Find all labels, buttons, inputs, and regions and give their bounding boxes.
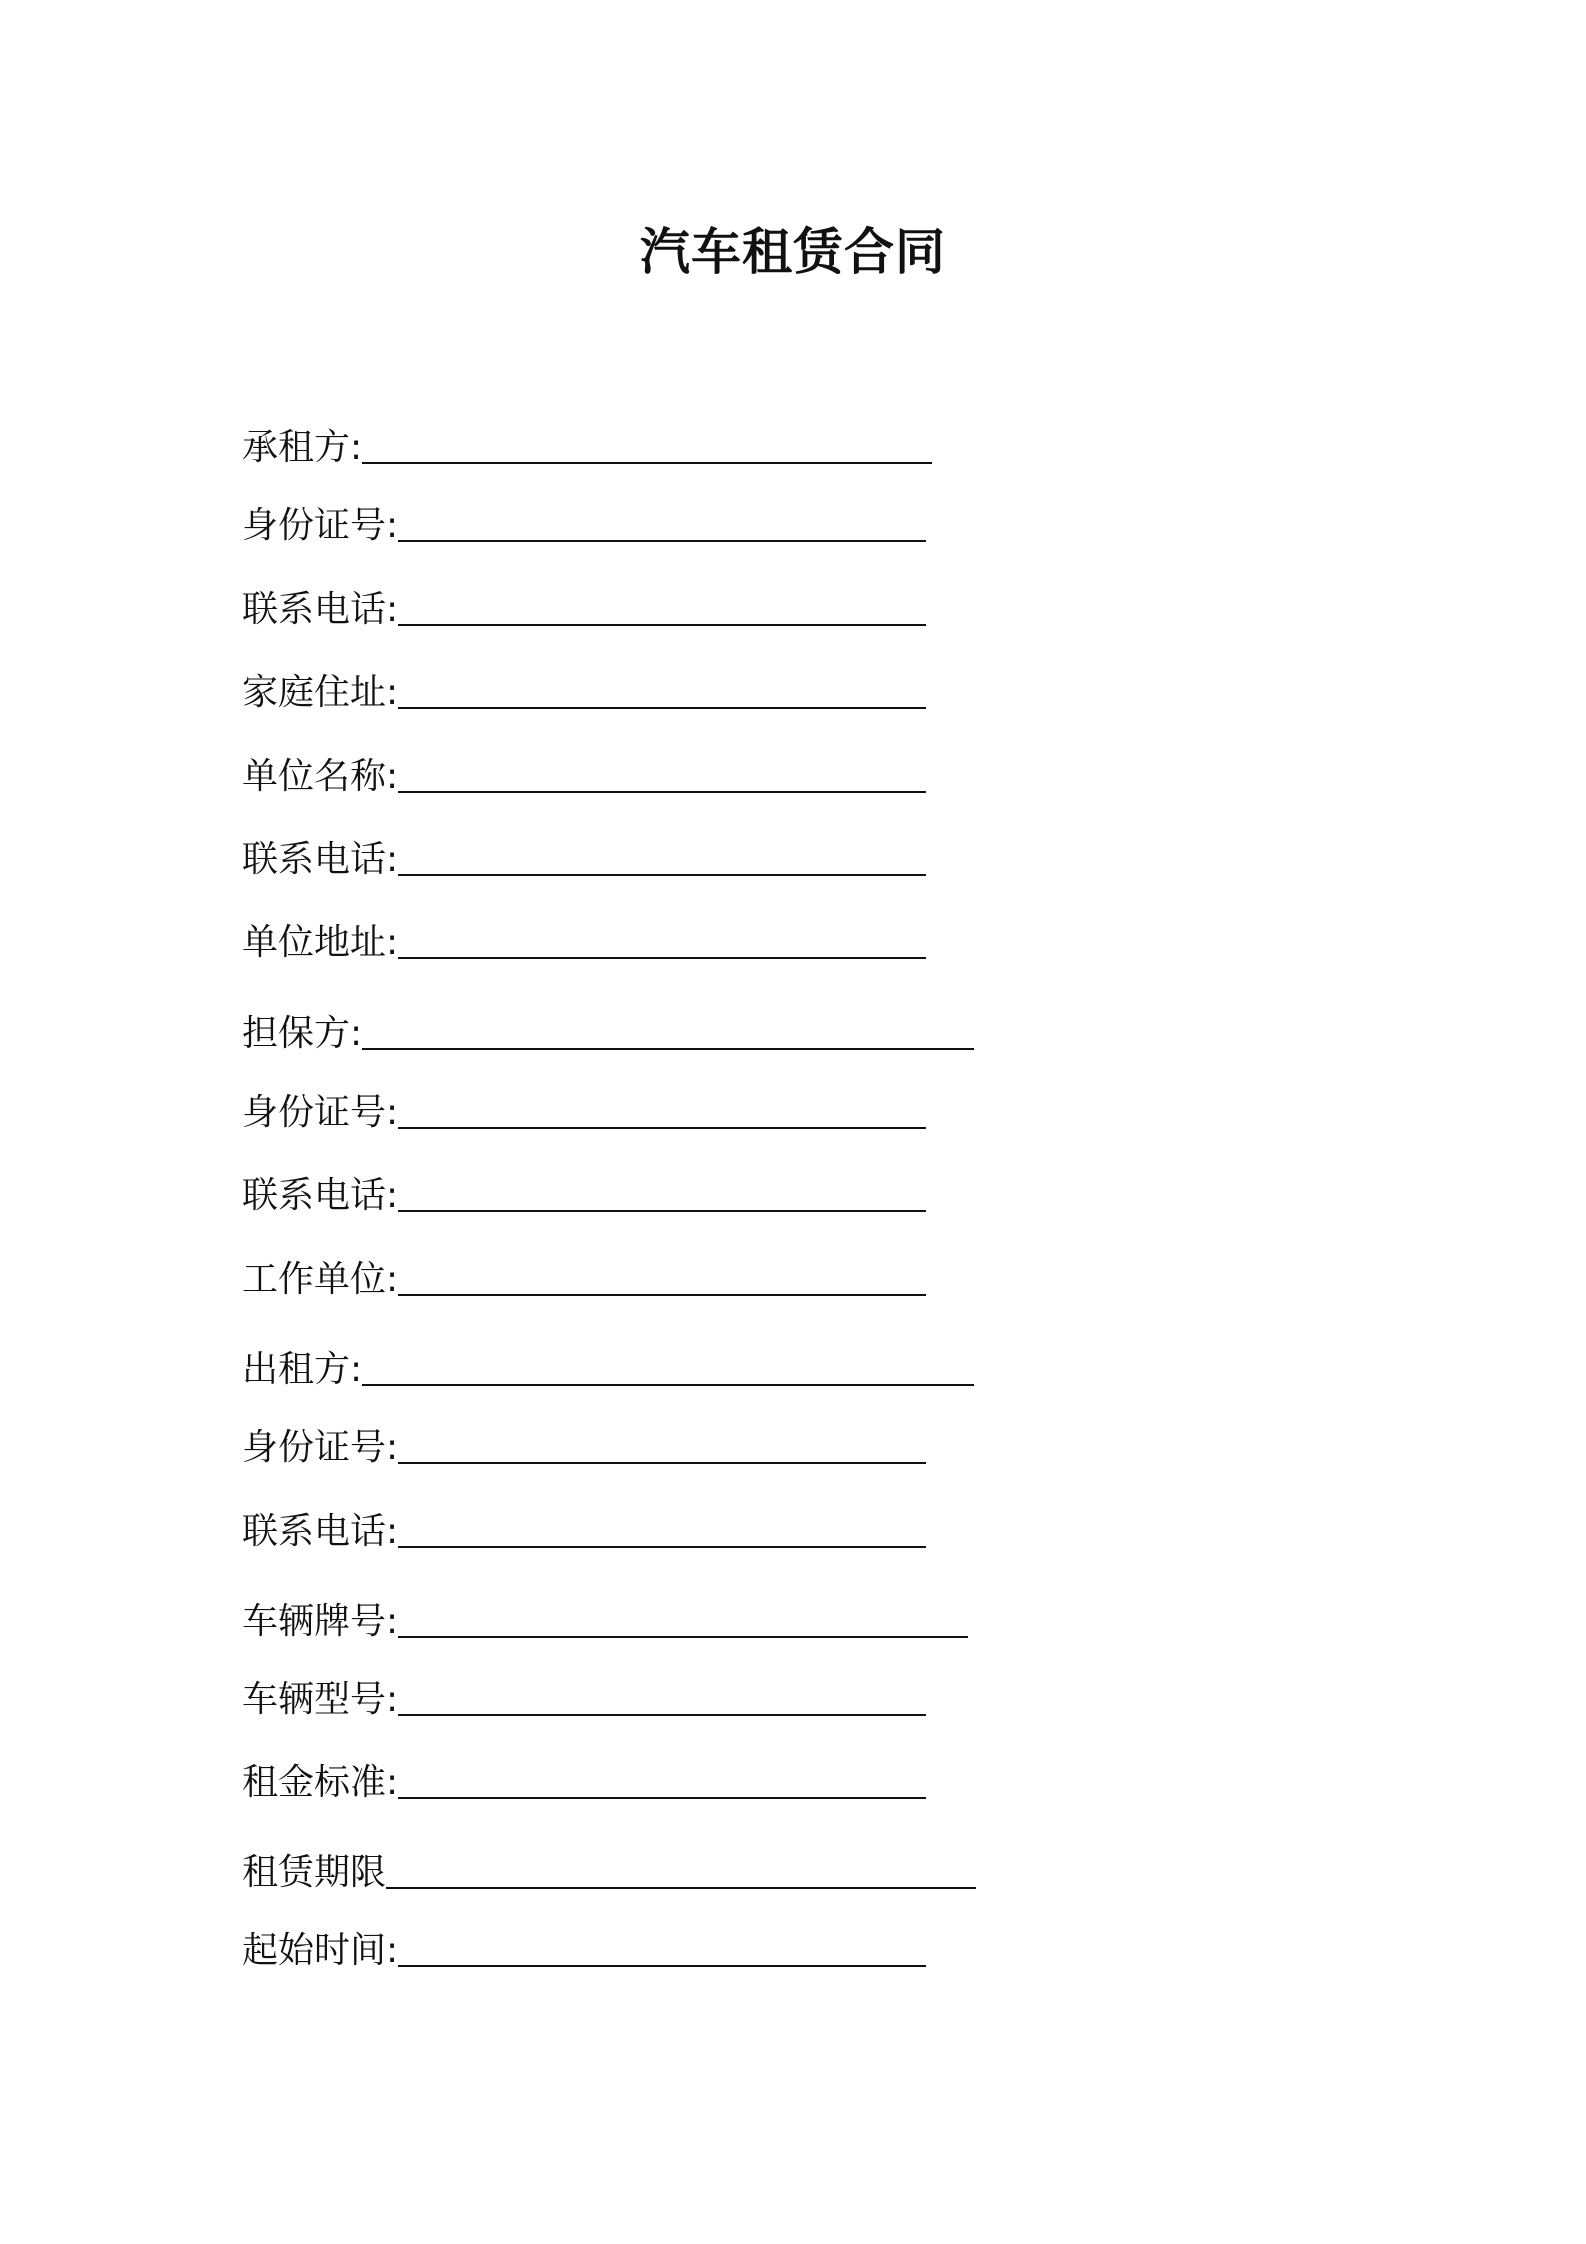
field-label: 出租方:	[242, 1349, 363, 1390]
field-label: 车辆牌号:	[242, 1601, 399, 1642]
start-time-field	[242, 1921, 926, 1971]
fill-in-blank[interactable]	[398, 707, 926, 709]
fill-in-blank[interactable]	[398, 1965, 926, 1967]
vehicle-model-field	[242, 1670, 926, 1720]
fill-in-blank[interactable]	[398, 1462, 926, 1464]
field-label: 联系电话:	[242, 589, 399, 630]
field-label: 租金标准:	[242, 1762, 399, 1803]
field-label: 家庭住址:	[242, 672, 399, 713]
fill-in-blank[interactable]	[398, 1797, 926, 1799]
lease-term-field	[242, 1843, 976, 1893]
employer-name-field	[242, 747, 926, 797]
guarantor-field	[242, 1004, 974, 1054]
field-label: 联系电话:	[242, 1511, 399, 1552]
field-label: 身份证号:	[242, 505, 399, 546]
plate-number-field	[242, 1592, 968, 1642]
fill-in-blank[interactable]	[386, 1887, 976, 1889]
fill-in-blank[interactable]	[362, 1048, 974, 1050]
lessor-id-field	[242, 1418, 926, 1468]
field-label: 联系电话:	[242, 839, 399, 880]
field-label: 担保方:	[242, 1013, 363, 1054]
fill-in-blank[interactable]	[398, 1294, 926, 1296]
lessee-field	[242, 418, 932, 468]
employer-phone-field	[242, 830, 926, 880]
field-label: 车辆型号:	[242, 1679, 399, 1720]
lessor-field	[242, 1340, 974, 1390]
lessee-id-field	[242, 496, 926, 546]
document-title: 汽车租赁合同	[640, 223, 946, 281]
field-label: 起始时间:	[242, 1930, 399, 1971]
employer-address-field	[242, 913, 926, 963]
fill-in-blank[interactable]	[398, 1127, 926, 1129]
fill-in-blank[interactable]	[398, 1210, 926, 1212]
field-label: 单位地址:	[242, 922, 399, 963]
fill-in-blank[interactable]	[398, 1714, 926, 1716]
fill-in-blank[interactable]	[362, 1384, 974, 1386]
field-label: 联系电话:	[242, 1175, 399, 1216]
field-label: 单位名称:	[242, 756, 399, 797]
guarantor-phone-field	[242, 1166, 926, 1216]
field-label: 身份证号:	[242, 1427, 399, 1468]
fill-in-blank[interactable]	[398, 540, 926, 542]
fill-in-blank[interactable]	[398, 957, 926, 959]
rent-standard-field	[242, 1753, 926, 1803]
fill-in-blank[interactable]	[398, 1636, 968, 1638]
lessor-phone-field	[242, 1502, 926, 1552]
fill-in-blank[interactable]	[398, 1546, 926, 1548]
lessee-phone-field	[242, 580, 926, 630]
fill-in-blank[interactable]	[398, 624, 926, 626]
field-label: 工作单位:	[242, 1259, 399, 1300]
field-label: 租赁期限	[242, 1852, 387, 1893]
fill-in-blank[interactable]	[398, 874, 926, 876]
guarantor-id-field	[242, 1083, 926, 1133]
fill-in-blank[interactable]	[362, 462, 932, 464]
field-label: 承租方:	[242, 427, 363, 468]
home-address-field	[242, 663, 926, 713]
guarantor-employer-field	[242, 1250, 926, 1300]
fill-in-blank[interactable]	[398, 791, 926, 793]
field-label: 身份证号:	[242, 1092, 399, 1133]
